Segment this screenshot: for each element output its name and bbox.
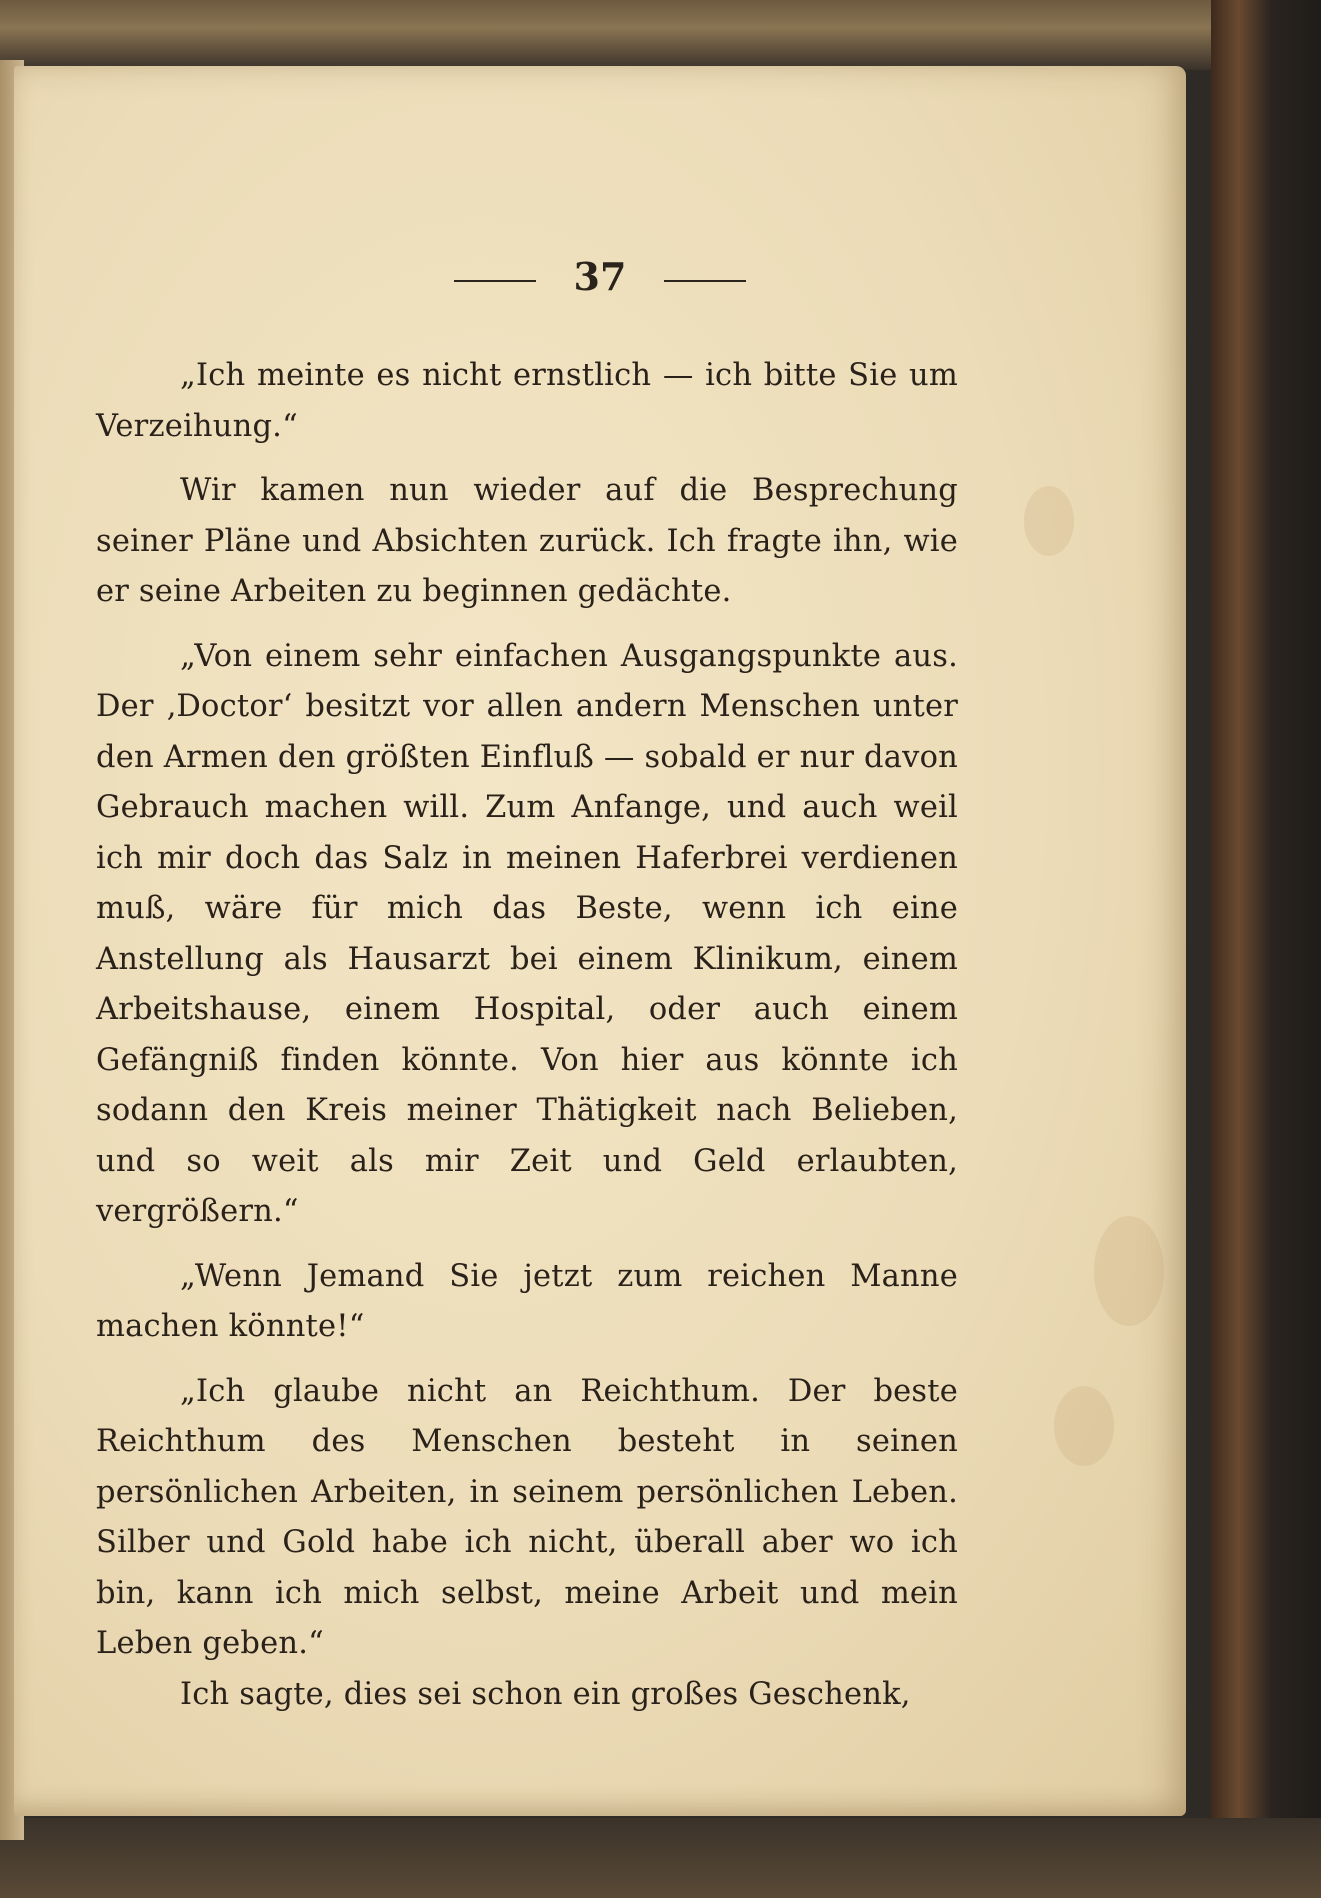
page-header <box>14 254 1186 299</box>
header-rule-left <box>454 280 536 282</box>
paragraph: „Von einem sehr einfachen Ausgangspunkte aus. Der ‚Doctor‘ besitzt vor allen andern Menschen unter den Armen den größten Einfluß — sobald er nur davon Gebrauch machen will. Zum Anfange, und auch weil ich mir doch das Salz in meinen Haferbrei verdienen muß, wäre für mich das Beste, wenn ich eine Anstellung als Hausarzt bei einem Klinikum, einem Arbeitshause, einem Hospital, oder auch einem Gefängniß finden könnte. Von hier aus könnte ich sodann den Kreis meiner Thätigkeit nach Belieben, und so weit als mir Zeit und Geld erlaubten, vergrößern.“ <box>96 638 958 1229</box>
page-text <box>96 351 958 1720</box>
book-page <box>14 66 1186 1816</box>
book-cover-bottom <box>0 1818 1321 1898</box>
book-cover-edge <box>1211 0 1321 1898</box>
paragraph: Wir kamen nun wieder auf die Besprechung seiner Pläne und Absichten zurück. Ich fragte ihn, wie er seine Arbeiten zu beginnen gedächte. <box>96 473 958 609</box>
paper-stain <box>1024 486 1074 556</box>
page-number: 37 <box>573 254 627 299</box>
paper-stain <box>1094 1216 1164 1326</box>
header-rule-right <box>664 280 746 282</box>
book-cover-top <box>0 0 1321 70</box>
paper-stain <box>1054 1386 1114 1466</box>
paragraph: „Ich meinte es nicht ernstlich — ich bitte Sie um Verzeihung.“ <box>96 358 958 444</box>
paragraph: „Ich glaube nicht an Reichthum. Der beste Reichthum des Menschen besteht in seinen persönlichen Arbeiten, in seinem persönlichen Leben. Silber und Gold habe ich nicht, überall aber wo ich bin, kann ich mich selbst, meine Arbeit und mein Leben geben.“ <box>96 1373 958 1661</box>
paragraph: Ich sagte, dies sei schon ein großes Geschenk, <box>180 1676 911 1712</box>
paragraph: „Wenn Jemand Sie jetzt zum reichen Manne machen könnte!“ <box>96 1258 958 1344</box>
